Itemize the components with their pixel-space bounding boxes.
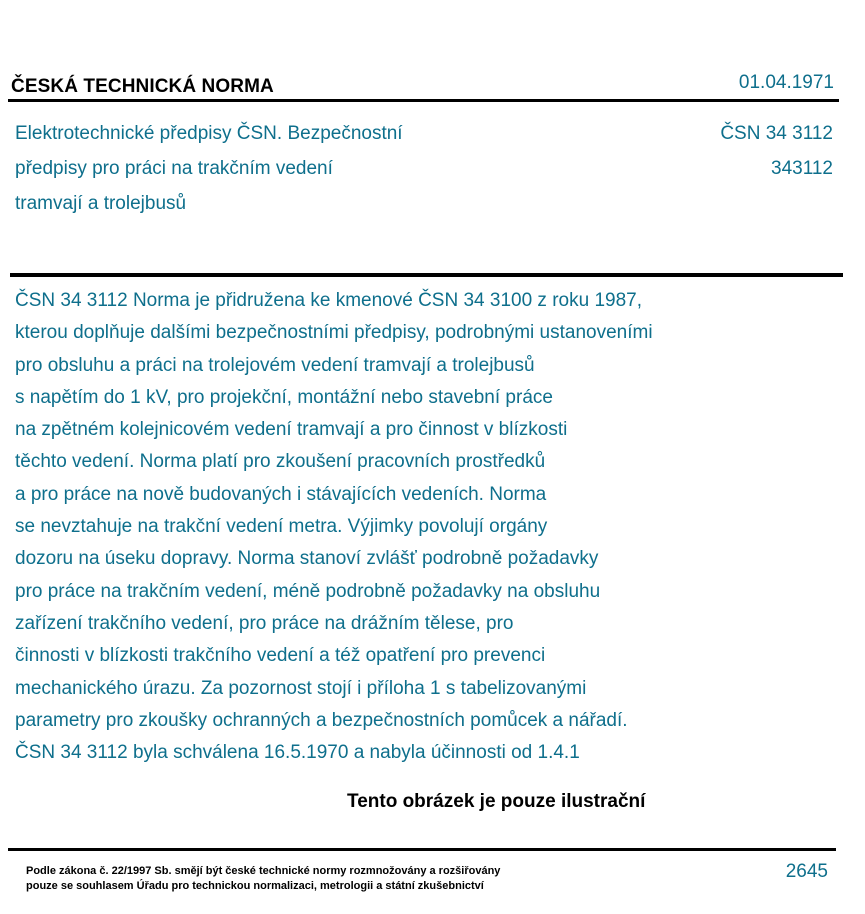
abstract-line: a pro práce na nově budovaných i stávajících vedeních. Norma <box>15 483 547 505</box>
abstract-line: pro obsluhu a práci na trolejovém vedení tramvají a trolejbusů <box>15 354 535 376</box>
title-line: tramvají a trolejbusů <box>15 193 187 214</box>
abstract-line: se nevztahuje na trakční vedení metra. Výjimky povolují orgány <box>15 516 548 538</box>
abstract-line: činnosti v blízkosti trakčního vedení a též opatření pro prevenci <box>15 645 546 667</box>
publication-date: 01.04.1971 <box>738 72 834 93</box>
standard-header-title: ČESKÁ TECHNICKÁ NORMA <box>11 76 274 97</box>
page-number: 2645 <box>785 861 828 882</box>
legal-line: pouze se souhlasem Úřadu pro technickou normalizaci, metrologii a státní zkušebnictví <box>26 880 484 892</box>
title-line: Elektrotechnické předpisy ČSN. Bezpečnostní <box>15 123 403 144</box>
standard-identifiers <box>720 116 833 186</box>
header-divider <box>8 99 839 102</box>
abstract-line: s napětím do 1 kV, pro projekční, montážní nebo stavební práce <box>15 386 553 408</box>
abstract-line: mechanického úrazu. Za pozornost stojí i příloha 1 s tabelizovanými <box>15 677 587 699</box>
footer-divider <box>8 848 836 851</box>
title-divider <box>10 273 843 277</box>
abstract-line: ČSN 34 3112 Norma je přidružena ke kmenové ČSN 34 3100 z roku 1987, <box>15 290 642 311</box>
legal-line: Podle zákona č. 22/1997 Sb. smějí být české technické normy rozmnožovány a rozšiřovány <box>26 865 501 877</box>
abstract-line: kterou doplňuje dalšími bezpečnostními předpisy, podrobnými ustanoveními <box>15 322 653 344</box>
standard-code: ČSN 34 3112 <box>720 123 833 144</box>
abstract <box>15 285 785 769</box>
abstract-line: pro práce na trakčním vedení, méně podrobně požadavky na obsluhu <box>15 580 601 602</box>
illustration-note: Tento obrázek je pouze ilustrační <box>347 791 646 812</box>
class-number: 343112 <box>771 158 833 179</box>
abstract-line: dozoru na úseku dopravy. Norma stanoví zvlášť podrobně požadavky <box>15 548 599 570</box>
abstract-line: parametry pro zkoušky ochranných a bezpečnostních pomůcek a nářadí. <box>15 709 628 731</box>
abstract-line: zařízení trakčního vedení, pro práce na drážním tělese, pro <box>15 612 514 634</box>
legal-notice <box>26 864 500 894</box>
standard-title <box>15 116 535 221</box>
abstract-line: ČSN 34 3112 byla schválena 16.5.1970 a nabyla účinnosti od 1.4.1 <box>15 742 580 764</box>
abstract-line: na zpětném kolejnicovém vedení tramvají a pro činnost v blízkosti <box>15 419 568 441</box>
abstract-line: těchto vedení. Norma platí pro zkoušení pracovních prostředků <box>15 451 546 473</box>
title-line: předpisy pro práci na trakčním vedení <box>15 158 333 179</box>
